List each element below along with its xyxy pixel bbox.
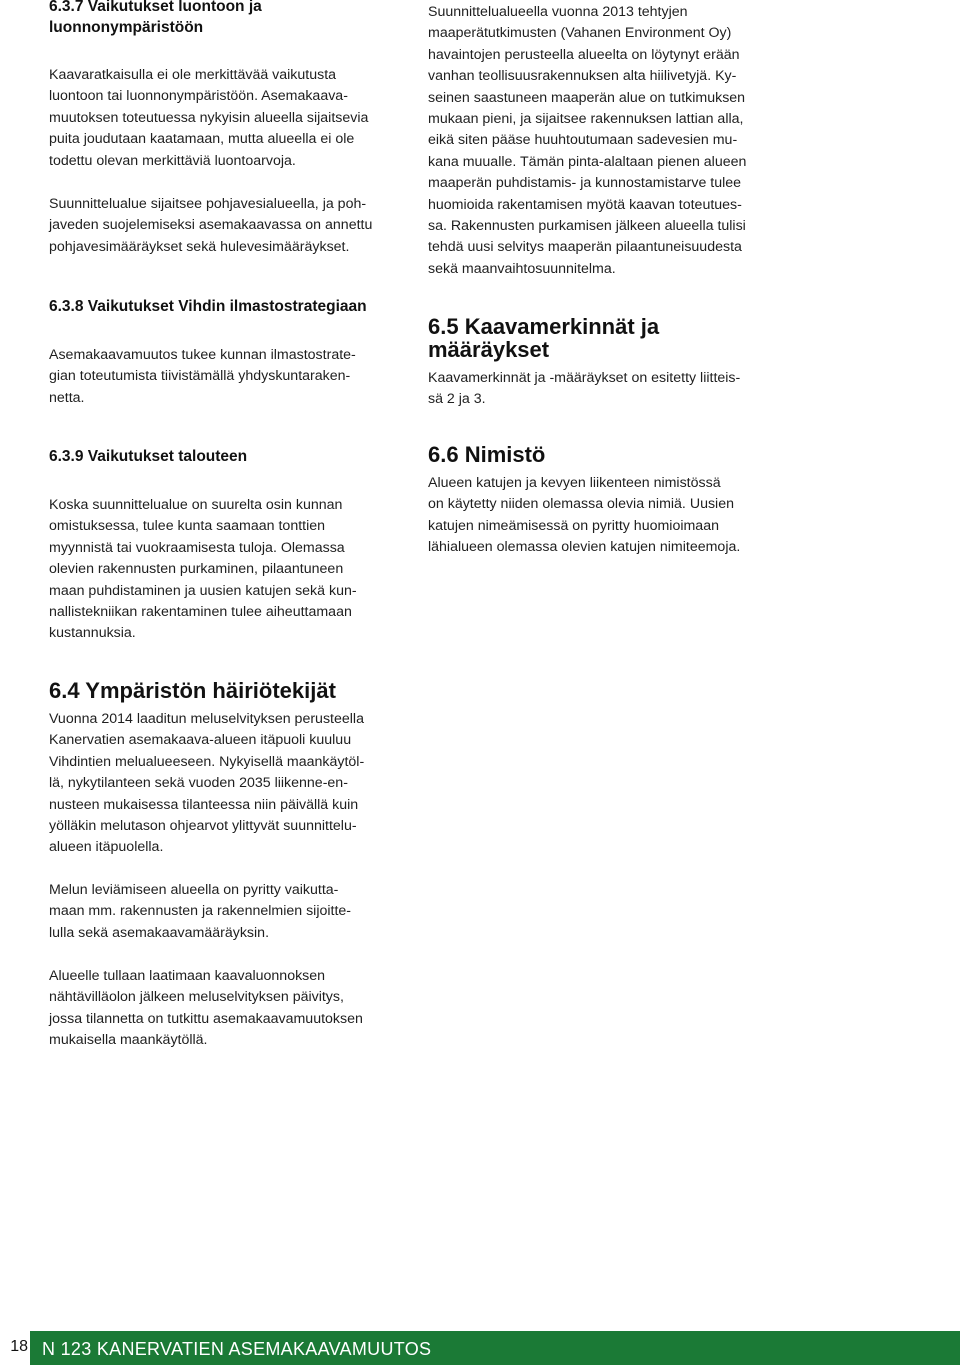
paragraph-noise-survey: Vuonna 2014 laaditun meluselvityksen perusteella Kanervatien asemakaava-alueen itäpuoli kuuluu Vihdintien melualueeseen. Nykyisellä maankäytöl- lä, nykytilanteen sekä vuoden 2035 liikenne-en- nusteen mukaisessa tilanteessa niin päivällä kuin yölläkin melutason ohjearvot ylittyvät suunnittelu- alueen itäpuolella. [49, 711, 365, 856]
document-title: N 123 KANERVATIEN ASEMAKAAVAMUUTOS [42, 1339, 432, 1359]
paragraph-street-names: Alueen katujen ja kevyen liikenteen nimistössä on käytetty niiden olemassa olevia nimiä. Uusien katujen nimeämisessä on pyritty huomioimaan lähialueen olemassa olevien katujen nimiteemoja. [428, 475, 741, 556]
paragraph-noise-update: Alueelle tullaan laatimaan kaavaluonnoksen nähtävilläolon jälkeen meluselvityksen päivitys, jossa tilannetta on tutkittu asemakaavamuutoksen mukaisella maankäytöllä. [49, 968, 363, 1049]
paragraph-groundwater: Suunnittelualue sijaitsee pohjavesialueella, ja poh- javeden suojelemiseksi asemakaavassa on annettu pohjavesimääräykset sekä hulevesimääräykset. [49, 196, 373, 255]
paragraph-nature-impact: Kaavaratkaisulla ei ole merkittävää vaikutusta luontoon tai luonnonympäristöön. Asemakaava- muutoksen toteutuessa nykyisin alueella sijaitsevia puita joudutaan kaatamaan, mutta alueella ei ole todettu olevan merkittäviä luontoarvoja. [49, 67, 369, 169]
heading-6-3-7: 6.3.7 Vaikutukset luontoon ja luonnonympäristöön [49, 0, 262, 37]
heading-6-4: 6.4 Ympäristön häiriötekijät [49, 678, 336, 703]
paragraph-soil-survey: Suunnittelualueella vuonna 2013 tehtyjen maaperätutkimusten (Vahanen Environment Oy) havaintojen perusteella alueelta on löytynyt erään vanhan teollisuusrakennuksen alta hiilivetyjä. Ky- seinen saastuneen maaperän alue on tutkimuksen mukaan pieni, ja sijaitsee rakennuksen lattian alla, eikä siten pääse huuhtoutumaan sadevesien mu- kana muualle. Tämän pinta-alaltaan pienen alueen maaperän puhdistamis- ja kunnostamistarve tulee huomioida rakentamisen myötä kaavan toteutues- sa. Rakennusten purkamisen jälkeen alueella tulisi tehdä uusi selvitys maaperän pilaantuneisuudesta sekä maanvaihtosuunnitelma. [428, 4, 747, 277]
heading-6-5: 6.5 Kaavamerkinnät ja määräykset [428, 314, 660, 362]
page-number: 18 [10, 1338, 28, 1355]
heading-6-6: 6.6 Nimistö [428, 442, 546, 467]
paragraph-economy: Koska suunnittelualue on suurelta osin kunnan omistuksessa, tulee kunta saamaan tonttien myynnistä tai vuokraamisesta tuloja. Olemassa olevien rakennusten purkaminen, pilaantuneen maan puhdistaminen ja uusien katujen sekä kun- nallistekniikan rakentaminen tulee aiheuttamaan kustannuksia. [49, 497, 357, 642]
paragraph-noise-mitigation: Melun leviämiseen alueella on pyritty vaikutta- maan mm. rakennusten ja rakennelmien sijoitte- lulla sekä asemakaavamääräyksin. [49, 882, 352, 941]
paragraph-climate-strategy: Asemakaavamuutos tukee kunnan ilmastostrate- gian toteutumista tiivistämällä yhdyskuntaraken- netta. [49, 347, 356, 406]
footer-bar [30, 1331, 960, 1365]
heading-6-3-8: 6.3.8 Vaikutukset Vihdin ilmastostrategiaan [49, 298, 367, 315]
heading-6-3-9: 6.3.9 Vaikutukset talouteen [49, 448, 248, 465]
paragraph-plan-markings: Kaavamerkinnät ja -määräykset on esitetty liitteis- sä 2 ja 3. [428, 370, 741, 408]
